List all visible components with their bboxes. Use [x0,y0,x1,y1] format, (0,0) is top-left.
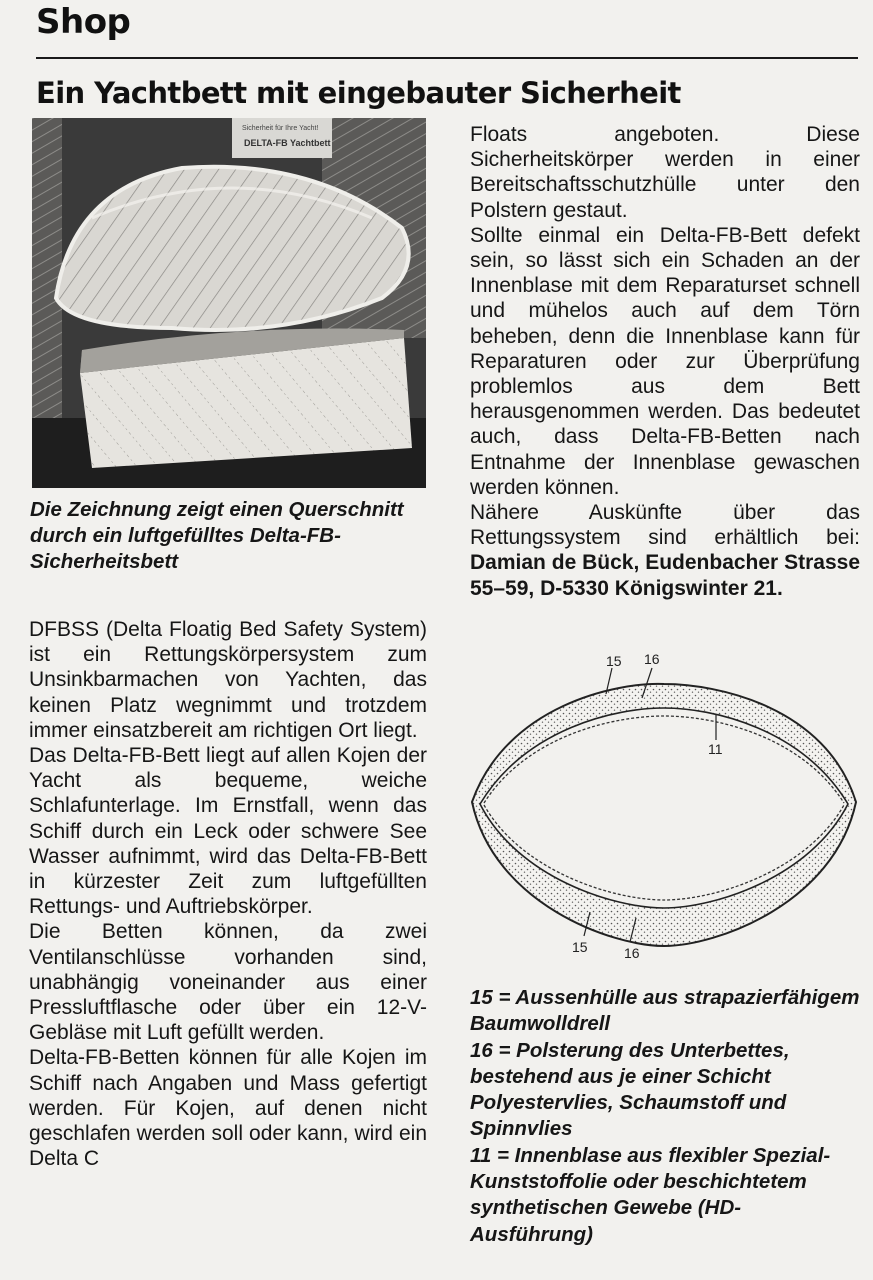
paragraph: DFBSS (Delta Floatig Bed Safety System) ist ein Rettungskörpersystem zum Unsinkbarmachen von Yachten, das keinen Platz wegnimmt und trotzdem immer einsatzbereit am richtigen Ort liegt. [29,618,427,742]
cross-section-drawing [466,646,862,968]
paragraph: Das Delta-FB-Bett liegt auf allen Kojen der Yacht als bequeme, weiche Schlafunterlage. Im Ernstfall, wenn das Schiff durch ein Leck oder schwere See Wasser aufnimmt, wird das Delta-FB-Bett in kürzester Zeit zum luftgefüllten Rettungs- und Auftriebskörper. [29,744,427,919]
label-11: 11 [708,741,723,757]
paragraph: Delta-FB-Betten können für alle Kojen im Schiff nach Angaben und Mass gefertigt werden. Für Kojen, auf denen nicht geschlafen werden soll oder kann, wird ein Delta C [29,1046,427,1171]
sign-text-1: Sicherheit für Ihre Yacht! [242,125,319,132]
label-16-top: 16 [644,651,660,667]
paragraph: Floats angeboten. Diese Sicherheitskörper werden in einer Bereitschaftsschutzhülle unter den Polstern gestaut. [470,123,860,222]
label-16-bottom: 16 [624,945,640,961]
paragraph: Die Betten können, da zwei Ventilanschlüsse vorhanden sind, unabhängig voneinander aus einer Pressluftflasche oder über ein 12-V-Gebläse mit Luft gefüllt werden. [29,920,427,1045]
paragraph: Sollte einmal ein Delta-FB-Bett defekt sein, so lässt sich ein Schaden an der Innenblase mit dem Reparaturset schnell und mühelos auch auf dem Törn beheben, denn die Innenblase kann für Reparaturen oder zur Überprüfung problemlos aus dem Bett herausgenommen werden. Das bedeutet auch, dass Delta-FB-Betten nach Entnahme der Innenblase gewaschen werden können. [470,223,860,499]
photo-caption: Die Zeichnung zeigt einen Querschnitt durch ein luftgefülltes Delta-FB-Sicherheitsbett [30,498,404,573]
sign-text-2: DELTA-FB Yachtbett [244,138,331,148]
contact-address: Damian de Bück, Eudenbacher Strasse 55–59, D-5330 Königswinter 21. [470,551,860,600]
product-photo-illustration [32,118,426,488]
legend-item: 16 = Polsterung des Unterbettes, bestehend aus je einer Schicht Polyestervlies, Schaumstoff und Spinnvlies [470,1038,790,1141]
diagram-legend [470,985,862,1248]
contact-paragraph [470,500,860,601]
product-photo [32,118,426,488]
contact-intro: Nähere Auskünfte über das Rettungssystem sind erhältlich bei: [470,501,860,550]
article-headline: Ein Yachtbett mit eingebauter Sicherheit [36,76,681,110]
label-15-top: 15 [606,653,622,669]
label-15-bottom: 15 [572,939,588,955]
right-column [470,122,860,601]
legend-item: 11 = Innenblase aus flexibler Spezial-Kunststoffolie oder beschichtetem synthetischen Gewebe (HD-Ausführung) [470,1143,831,1246]
section-title: Shop [36,2,131,42]
legend-item: 15 = Aussenhülle aus strapazierfähigem Baumwolldrell [470,986,860,1036]
left-column [29,617,427,1171]
cross-section-diagram [466,646,862,968]
section-rule [36,57,858,59]
